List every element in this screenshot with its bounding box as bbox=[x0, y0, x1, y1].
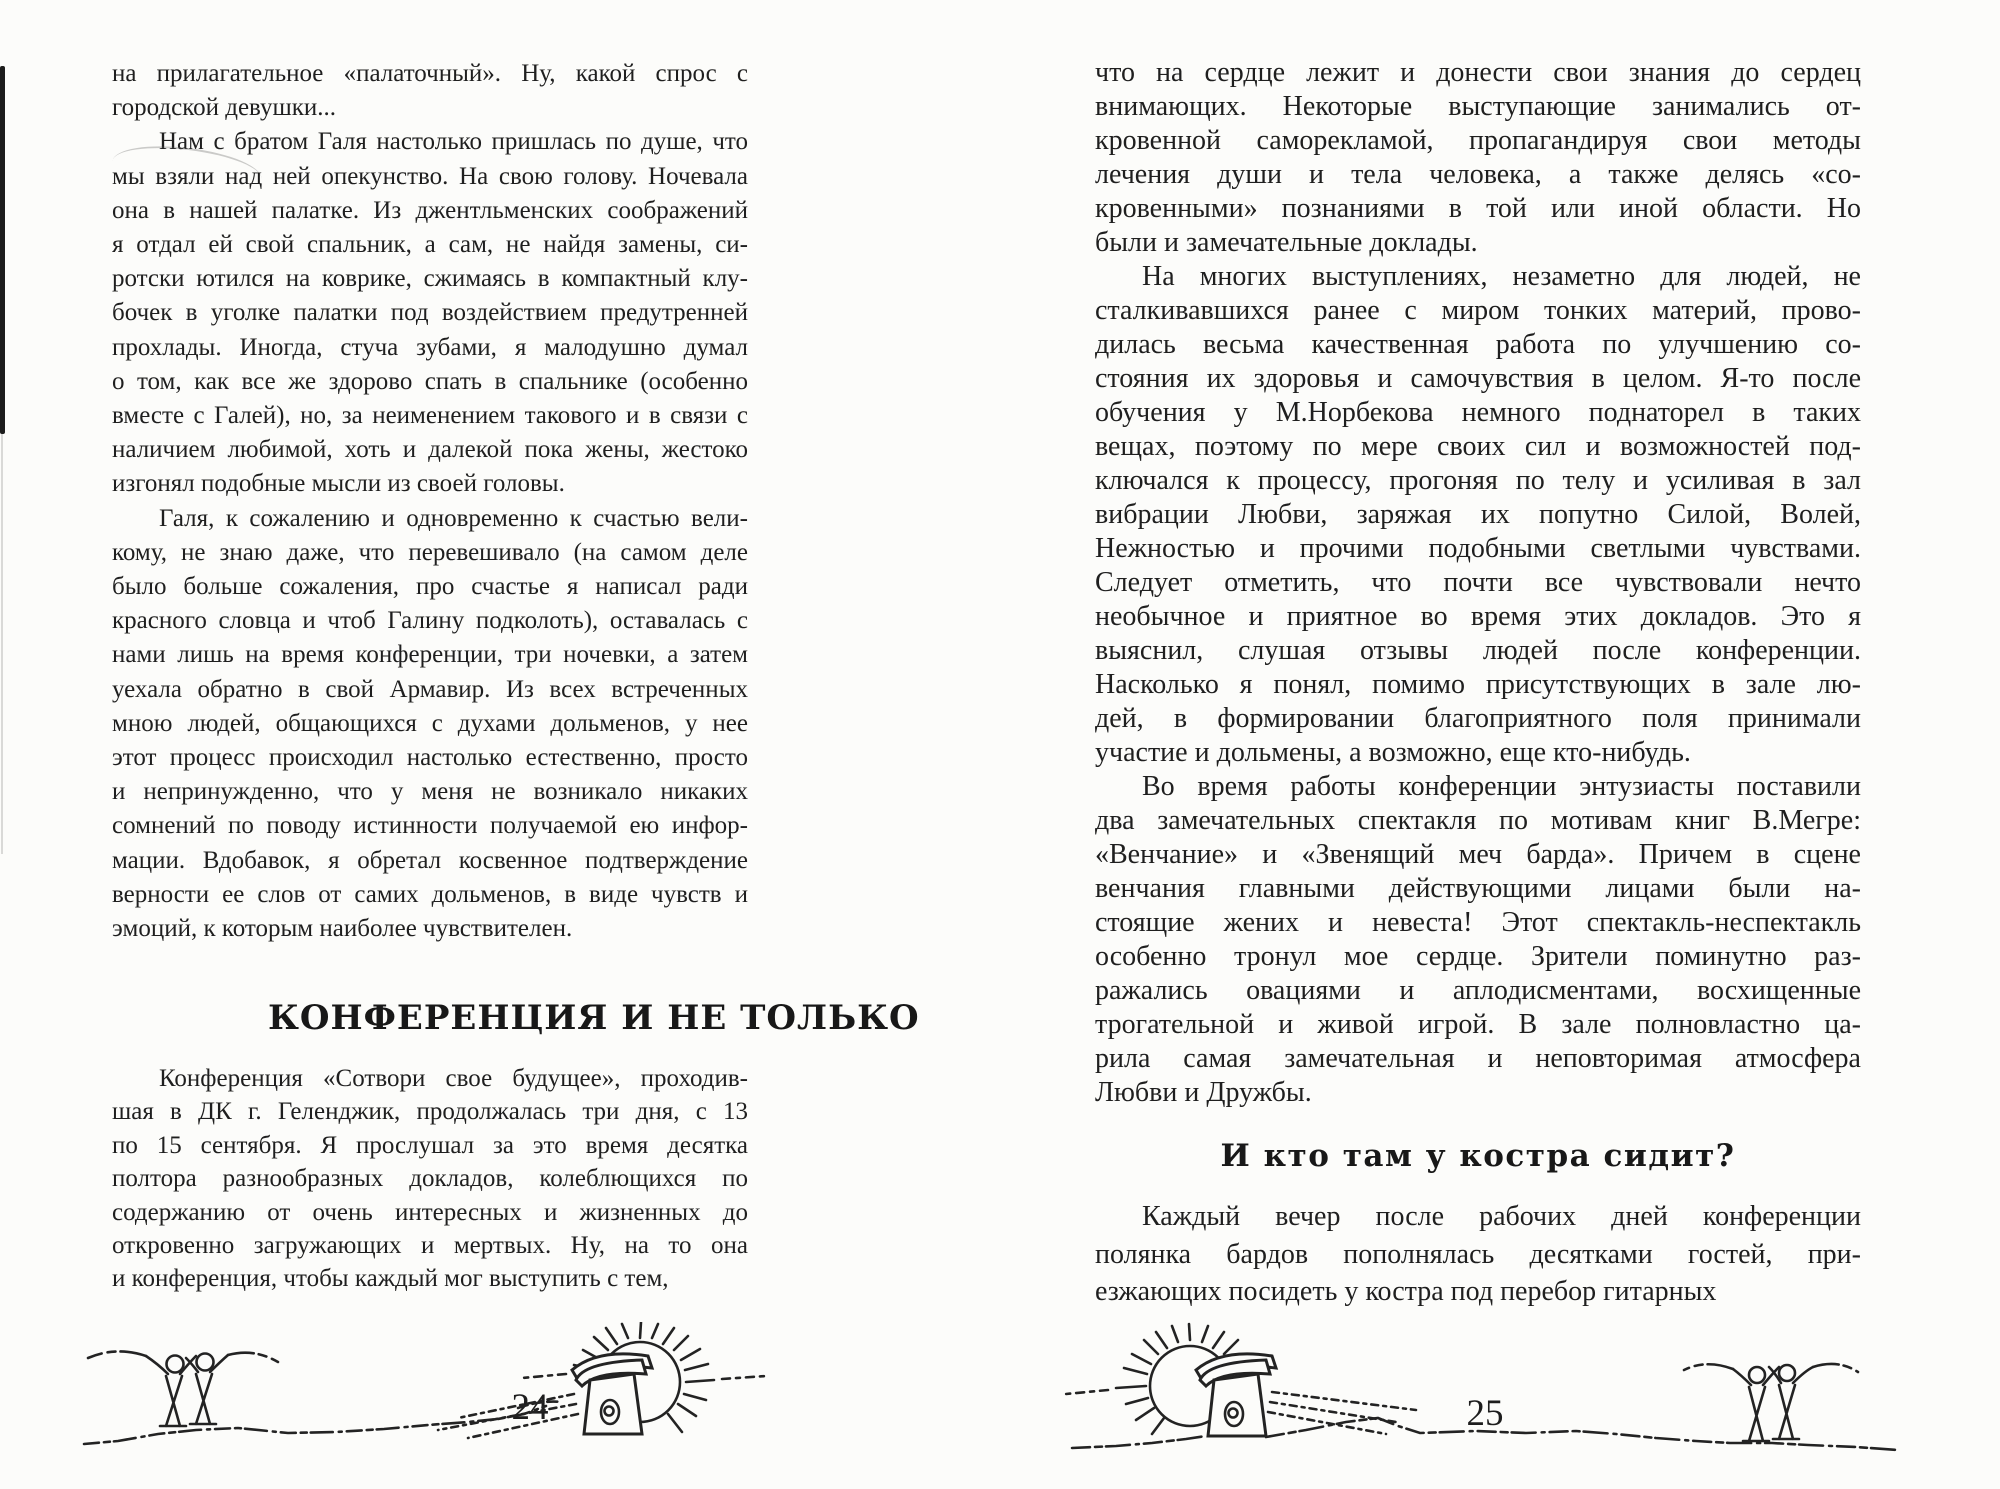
text-line: шая в ДК г. Геленджик, продолжалась три дня, с 13 bbox=[112, 1098, 748, 1126]
text-line: На многих выступлениях, незаметно для людей, не bbox=[1142, 261, 1861, 292]
text-line: езжающих посидеть у костра под перебор гитарных bbox=[1095, 1276, 1717, 1308]
text-line: участие и дольмены, а возможно, еще кто-нибудь. bbox=[1095, 737, 1691, 768]
horizon-line bbox=[84, 1406, 546, 1444]
text-line: обучения у М.Норбекова немного поднаторел в таких bbox=[1095, 397, 1861, 428]
text-line: было больше сожаления, про счастье я написал ради bbox=[112, 573, 748, 601]
dolmen-drawing bbox=[438, 1354, 652, 1438]
text-line: Насколько я понял, помимо присутствующих в зале лю- bbox=[1095, 669, 1861, 700]
text-line: Любви и Дружбы. bbox=[1095, 1077, 1312, 1108]
text-line: кому, не знаю даже, что перевешивало (на самом деле bbox=[112, 538, 748, 566]
text-line: лечения души и тела человека, а также делясь «со- bbox=[1095, 159, 1861, 190]
section-subheading: И кто там у костра сидит? bbox=[1220, 1138, 1736, 1174]
text-line: изгонял подобные мысли из своей головы. bbox=[112, 470, 565, 498]
text-line: Нам с братом Галя настолько пришлась по душе, что bbox=[159, 128, 748, 156]
text-line: бочек в уголке палатки под воздействием предутренней bbox=[112, 299, 748, 327]
text-line: ражались овациями и аплодисментами, восхищенные bbox=[1095, 975, 1861, 1006]
text-line: мы взяли над ней опекунство. На свою голову. Ночевала bbox=[112, 162, 748, 190]
text-line: ключался к процессу, прогоняя по телу и усиливая в зал bbox=[1095, 465, 1861, 496]
text-line: внимающих. Некоторые выступающие занимались от- bbox=[1095, 91, 1861, 122]
text-line: сомнений по поводу истинности получаемой ею инфор- bbox=[112, 812, 748, 840]
sun-icon bbox=[522, 1322, 766, 1432]
text-line: трогательной и живой игрой. В зале полновластно ца- bbox=[1095, 1009, 1861, 1040]
horizon-line bbox=[1072, 1418, 1898, 1450]
text-line: венчания главными действующими лицами были на- bbox=[1095, 873, 1861, 904]
text-line: полтора разнообразных докладов, колеблющихся по bbox=[112, 1165, 748, 1193]
paragraph bbox=[112, 1062, 748, 1296]
paragraph bbox=[112, 502, 748, 947]
text-line: вместе с Галей), но, за неименением такового и в связи с bbox=[112, 402, 748, 430]
dolmen-drawing bbox=[1196, 1354, 1416, 1436]
text-line: рила самая замечательная и неповторимая атмосфера bbox=[1095, 1043, 1861, 1074]
text-line: о том, как все же здорово спать в спальнике (особенно bbox=[112, 367, 748, 395]
right-footer-illustration bbox=[1056, 1316, 1906, 1476]
left-footer-illustration bbox=[78, 1322, 768, 1472]
text-line: мною людей, общающихся с духами дольменов, у нее bbox=[112, 709, 748, 737]
text-line: выяснил, слушая отзывы людей после конференции. bbox=[1095, 635, 1861, 666]
text-line: откровенно загружающих и мертвых. Ну, на то она bbox=[112, 1232, 748, 1260]
text-line: мации. Вдобавок, я обретал косвенное подтверждение bbox=[112, 846, 748, 874]
page-number-24: 24 bbox=[511, 1387, 549, 1428]
text-line: она в нашей палатке. Из джентльменских соображений bbox=[112, 196, 748, 224]
text-line: сталкивавшихся ранее с миром тонких материй, прово- bbox=[1095, 295, 1861, 326]
text-line: красного словца и чтоб Галину подколоть), оставалась с bbox=[112, 607, 748, 635]
text-line: этот процесс происходил настолько естественно, просто bbox=[112, 744, 748, 772]
text-line: прохлады. Иногда, стуча зубами, я малодушно думал bbox=[112, 333, 748, 361]
text-line: вибрации Любви, заряжая их попутно Силой, Волей, bbox=[1095, 499, 1861, 530]
text-line: я отдал ей свой спальник, а сам, не найдя замены, си- bbox=[112, 231, 748, 259]
scan-edge-artifact-faint bbox=[1, 434, 3, 854]
text-line: на прилагательное «палаточный». Ну, какой спрос с bbox=[112, 60, 748, 87]
text-line: Во время работы конференции энтузиасты поставили bbox=[1142, 771, 1861, 802]
scan-edge-artifact bbox=[0, 66, 5, 434]
text-line: эмоций, к которым наиболее чувствителен. bbox=[112, 915, 573, 943]
text-line: и непринужденно, что у меня не возникало никаких bbox=[112, 778, 748, 806]
text-line: Конференция «Сотвори свое будущее», проходив- bbox=[159, 1065, 748, 1092]
text-line: что на сердце лежит и донести свои знания до сердец bbox=[1095, 57, 1861, 88]
text-line: два замечательных спектакля по мотивам книг В.Мегре: bbox=[1095, 805, 1861, 836]
paragraph bbox=[1095, 56, 1861, 260]
paragraph bbox=[1095, 770, 1861, 1110]
text-line: наличием любимой, хоть и далекой пока жены, жестоко bbox=[112, 436, 748, 464]
text-line: стоящие жених и невеста! Этот спектакль-неспектакль bbox=[1095, 907, 1861, 938]
page-number-25: 25 bbox=[1466, 1393, 1504, 1434]
text-line: полянка бардов пополнялась десятками гостей, при- bbox=[1095, 1238, 1861, 1270]
paragraph bbox=[1095, 1198, 1861, 1311]
text-line: нами лишь на время конференции, три ночевки, а затем bbox=[112, 641, 748, 669]
text-line: особенно тронул мое сердце. Зрители поминутно раз- bbox=[1095, 941, 1861, 972]
text-line: Нежностью и прочими подобными светлыми чувствами. bbox=[1095, 533, 1861, 564]
text-line: «Венчание» и «Звенящий меч барда». Причем в сцене bbox=[1095, 839, 1861, 870]
text-line: и конференция, чтобы каждый мог выступить с тем, bbox=[112, 1265, 669, 1293]
text-line: ротски ютился на коврике, сжимаясь в компактный клу- bbox=[112, 265, 748, 293]
text-line: Следует отметить, что почти все чувствовали нечто bbox=[1095, 567, 1861, 598]
text-line: необычное и приятное во время этих докладов. Это я bbox=[1095, 601, 1861, 632]
text-line: кровенными» познаниями в той или иной области. Но bbox=[1095, 193, 1861, 224]
text-line: городской девушки... bbox=[112, 94, 337, 122]
text-line: по 15 сентября. Я прослушал за это время десятка bbox=[112, 1131, 748, 1159]
page-24-after-heading-text bbox=[112, 1062, 748, 1296]
chapter-heading: КОНФЕРЕНЦИЯ И НЕ ТОЛЬКО bbox=[268, 998, 920, 1038]
text-line: кровенной саморекламой, пропагандируя свои методы bbox=[1095, 125, 1861, 156]
text-line: дей, в формировании благоприятного поля принимали bbox=[1095, 703, 1861, 734]
two-figures-drawing bbox=[88, 1351, 278, 1426]
text-line: содержанию от очень интересных и жизненных до bbox=[112, 1198, 748, 1226]
page-25-after-heading-text bbox=[1095, 1198, 1861, 1311]
text-line: вещах, поэтому по мере своих сил и возможностей под- bbox=[1095, 431, 1861, 462]
text-line: были и замечательные доклады. bbox=[1095, 227, 1478, 258]
page-25-body-text bbox=[1095, 56, 1861, 1110]
text-line: дилась весьма качественная работа по улучшению со- bbox=[1095, 329, 1861, 360]
text-line: уехала обратно в свой Армавир. Из всех встреченных bbox=[112, 675, 748, 703]
paragraph bbox=[1095, 260, 1861, 770]
two-figures-drawing bbox=[1684, 1364, 1858, 1441]
text-line: стояния их здоровья и самочувствия в целом. Я-то после bbox=[1095, 363, 1861, 394]
text-line: Галя, к сожалению и одновременно к счастью вели- bbox=[159, 504, 748, 532]
text-line: верности ее слов от самих дольменов, в виде чувств и bbox=[112, 880, 748, 908]
paragraph bbox=[112, 57, 748, 125]
text-line: Каждый вечер после рабочих дней конференции bbox=[1142, 1201, 1861, 1232]
